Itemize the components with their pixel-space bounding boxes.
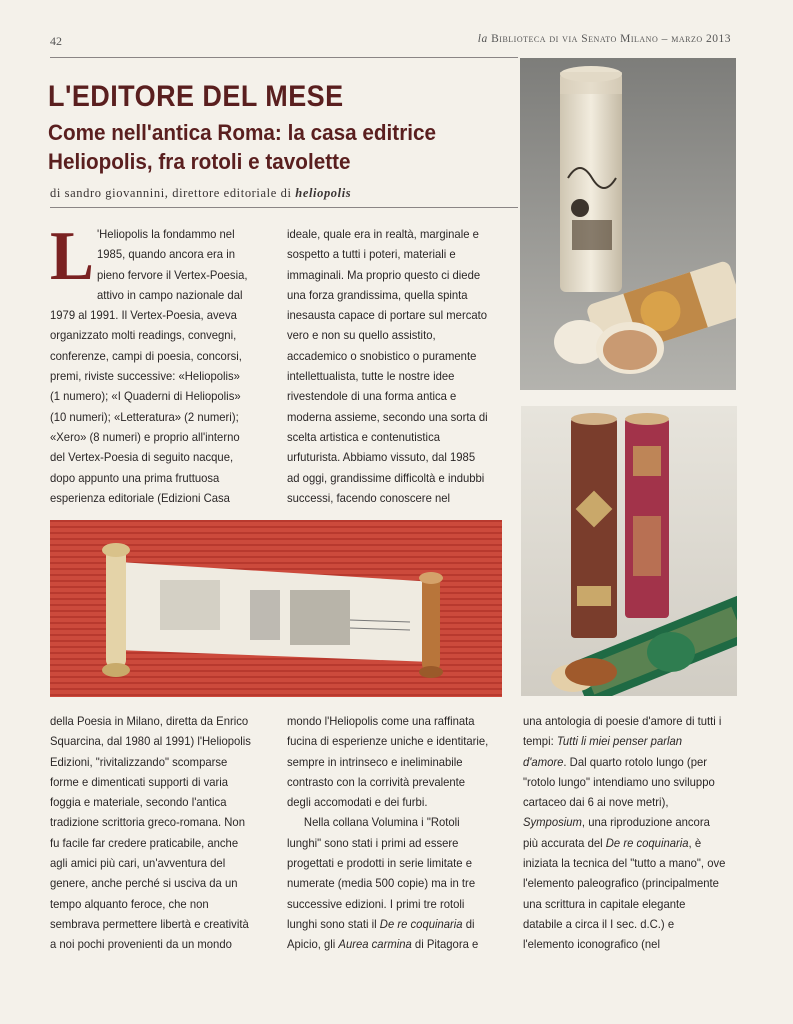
para-2-text-e: di Pitagora e bbox=[411, 937, 479, 952]
byline-publisher: heliopolis bbox=[295, 186, 352, 200]
column-2-top bbox=[287, 224, 490, 508]
column-1-bottom-text: della Poesia in Milano, diretta da Enrico Squarcina, dal 1980 al 1991) l'Heliopolis Edizioni, "rivitalizzando" scomparse forme e dimenticati supporti di varia foggia e materiale, secondo l'antica tradizione scrittoria greco-romana. Non fu facile far credere praticabile, anche agli amici più cari, un'avventura del genere, anche perché si usciva da un tempo alquanto feroce, che non sembrava permettere libertà e creatività a noi pochi provenienti da un mondo bbox=[50, 714, 251, 952]
top-rule bbox=[50, 57, 518, 58]
photo-long-scroll bbox=[50, 520, 502, 697]
byline bbox=[50, 186, 351, 201]
column-1-top bbox=[50, 218, 253, 508]
column-2-top-text: ideale, quale era in realtà, marginale e sospetto a tutti i poteri, materiali e immaginali. Ma proprio questo ci diede una forza grandissima, quella spinta inesausta capace di portare sul mercato vero e non su quello assistito, accademico o snobistico o puramente intellettualista, tutte le nostre idee rivestendole di una forma antica e moderna assieme, secondo una sorta di scelta artistica e contenutistica urfuturista. Abbiamo vissuto, dal 1985 ad oggi, grandissime difficoltà e indubbi successi, facendo conoscere nel bbox=[287, 227, 488, 505]
byline-rule bbox=[50, 207, 518, 208]
column-2-bottom-para-1: mondo l'Heliopolis come una raffinata fucina di esperienze uniche e identitarie, sempre in intrinseco e ineliminabile contrasto con la corrività prevalente degli accomodati e dei furbi. bbox=[287, 714, 489, 810]
page-number: 42 bbox=[50, 34, 62, 48]
photo-decorated-tubes bbox=[521, 406, 737, 696]
running-head-title: Biblioteca di via Senato Milano – marzo 2013 bbox=[491, 33, 731, 45]
column-3-text bbox=[523, 711, 726, 955]
title-tutti-li-miei: Tutti li miei penser parlan d'amore bbox=[523, 734, 683, 769]
col3-text-c: . Dal quarto rotolo lungo (per "rotolo lungo" intendiamo uno sviluppo cartaceo dai 6 ai nove metri), bbox=[523, 754, 715, 810]
drop-cap: L bbox=[50, 218, 94, 295]
column-1-top-text: 'Heliopolis la fondammo nel 1985, quando ancora era in pieno fervore il Vertex-Poesia, attivo in campo nazionale dal 1979 al 1991. Il Vertex-Poesia, aveva organizzato molti readings, convegni, conferenze, campi di poesia, concorsi, premi, riviste successive: «Heliopolis» (1 numero); «I Quaderni di Heliopolis» (10 numeri); «Letteratura» (2 numeri); «Xero» (8 numeri) e proprio all'interno del Vertex-Poesia di seguito nacque, dopo appunto una prima fruttuosa esperienza editoriale (Edizioni Casa bbox=[50, 227, 248, 505]
para-2-text-a: Nella collana Volumina i "Rotoli lunghi" sono stati i primi ad essere progettati e prodotti in serie limitate e numerate (media 500 copie) ma in tre successive edizioni. I primi tre rotoli lunghi sono stati il bbox=[287, 815, 476, 931]
column-2-bottom bbox=[287, 711, 490, 955]
column-2-bottom-para-2 bbox=[287, 812, 490, 954]
column-3-bottom bbox=[523, 711, 726, 955]
title-symposium: Symposium bbox=[523, 815, 582, 830]
headline: Come nell'antica Roma: la casa editrice Heliopolis, fra rotoli e tavolette bbox=[48, 120, 437, 174]
section-title: L'EDITORE DEL MESE bbox=[48, 80, 344, 113]
title-aurea-carmina: Aurea carmina bbox=[338, 937, 412, 952]
photo-cylinder-scrolls bbox=[520, 58, 736, 390]
column-1-bottom bbox=[50, 711, 253, 955]
col3-text-e: , una riproduzione ancora più accurata del bbox=[523, 815, 710, 850]
col3-text-a: una antologia di poesie d'amore di tutti i tempi: bbox=[523, 714, 722, 749]
title-de-re-coquinaria-2: De re coquinaria bbox=[605, 835, 689, 850]
para-2-text-c: di Apicio, gli bbox=[287, 916, 475, 952]
running-head-prefix: la bbox=[477, 33, 488, 45]
title-de-re-coquinaria: De re coquinaria bbox=[379, 916, 463, 931]
byline-text: di sandro giovannini, direttore editoriale di bbox=[50, 186, 292, 200]
col3-text-g: , è iniziata la tecnica del "tutto a mano", ove l'elemento paleografico (principalmente una scrittura in capitale elegante databile a circa il I sec. d.C.) e l'elemento iconografico (nel bbox=[523, 835, 726, 952]
running-head bbox=[478, 33, 731, 45]
